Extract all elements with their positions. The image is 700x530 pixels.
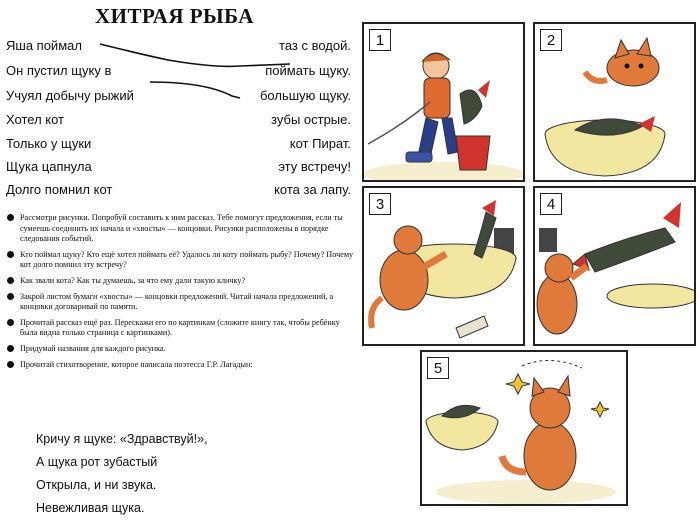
panel-number: 4 — [540, 193, 562, 215]
panel-number: 1 — [369, 29, 391, 51]
sentence-start: Он пустил щуку в — [6, 63, 112, 78]
picture-panel-5 — [420, 350, 628, 506]
task-text: Прочитай рассказ ещё раз. Перескажи его по картинкам (сложите книгу так, чтобы ребёнку была видна только страница с картинками). — [20, 317, 340, 338]
sentence-end: зубы острые. — [271, 112, 351, 127]
panel-number: 3 — [369, 193, 391, 215]
bullet-icon — [7, 293, 14, 300]
panel-number: 2 — [540, 29, 562, 51]
sentence-end: кот Пират. — [289, 136, 351, 151]
task-text: Как звали кота? Как ты думаешь, за что ему дали такую кличку? — [20, 275, 246, 285]
task-text: Закрой листом бумаги «хвосты» — концовки предложений. Читай начала предложений, а концовки договаривай по памяти. — [20, 291, 334, 312]
poem — [36, 428, 208, 520]
bullet-icon — [7, 361, 14, 368]
sentence-row — [6, 38, 351, 58]
sentence-row — [6, 112, 351, 132]
task-item — [6, 344, 354, 355]
sentence-start: Только у щуки — [6, 136, 92, 151]
sentence-end: эту встречу! — [278, 159, 351, 174]
page-title: ХИТРАЯ РЫБА — [95, 4, 254, 28]
poem-line: А щука рот зубастый — [36, 455, 158, 469]
sentence-start: Долго помнил кот — [6, 182, 113, 197]
sentence-end: поймать щуку. — [265, 63, 351, 78]
sentence-end: большую щуку. — [259, 88, 351, 103]
sentence-row — [6, 88, 351, 108]
bullet-icon — [7, 277, 14, 284]
task-item — [6, 213, 354, 245]
task-item — [6, 250, 354, 271]
bullet-icon — [7, 251, 14, 258]
picture-panel-4 — [533, 186, 696, 346]
task-item — [6, 318, 354, 339]
sentence-row — [6, 136, 351, 156]
panel-number: 5 — [427, 357, 449, 379]
picture-panel-3 — [362, 186, 525, 346]
sentence-row — [6, 63, 351, 83]
picture-panel-2 — [533, 22, 696, 182]
sentence-start: Яша поймал — [6, 38, 82, 53]
task-text: Придумай названия для каждого рисунка. — [20, 343, 166, 353]
poem-line: Открыла, и ни звука. — [36, 478, 157, 492]
task-text: Прочитай стихотворение, которое написала поэтесса Г.Р. Лагадын: — [20, 359, 253, 369]
bullet-icon — [7, 214, 14, 221]
poem-line: Невежливая щука. — [36, 501, 145, 515]
dizzy-cat-illustration — [422, 352, 628, 506]
task-list — [6, 213, 354, 375]
sentence-end: таз с водой. — [279, 38, 351, 53]
sentence-row — [6, 159, 351, 179]
sentence-start: Щука цапнула — [6, 159, 92, 174]
picture-panel-1 — [362, 22, 525, 182]
task-item — [6, 360, 354, 371]
task-item — [6, 276, 354, 287]
bullet-icon — [7, 319, 14, 326]
sentence-end: кота за лапу. — [274, 182, 351, 197]
task-text: Рассмотри рисунки. Попробуй составить к ним рассказ. Тебе помогут предложения, если ты сумеешь соединить их начала и «хвосты» — концовки. Рисунки расположены в порядке следования событий. — [20, 213, 343, 244]
poem-line: Кричу я щуке: «Здравствуй!», — [36, 432, 208, 446]
sentence-start: Учуял добычу рыжий — [6, 88, 134, 103]
sentence-start: Хотел кот — [6, 112, 65, 127]
bullet-icon — [7, 345, 14, 352]
sentence-row — [6, 182, 351, 202]
task-text: Кто поймал щуку? Кто ещё хотел поймать её? Удалось ли коту поймать рыбу? Почему? Почему кот долго помнил эту встречу? — [20, 249, 354, 270]
task-item — [6, 292, 354, 313]
